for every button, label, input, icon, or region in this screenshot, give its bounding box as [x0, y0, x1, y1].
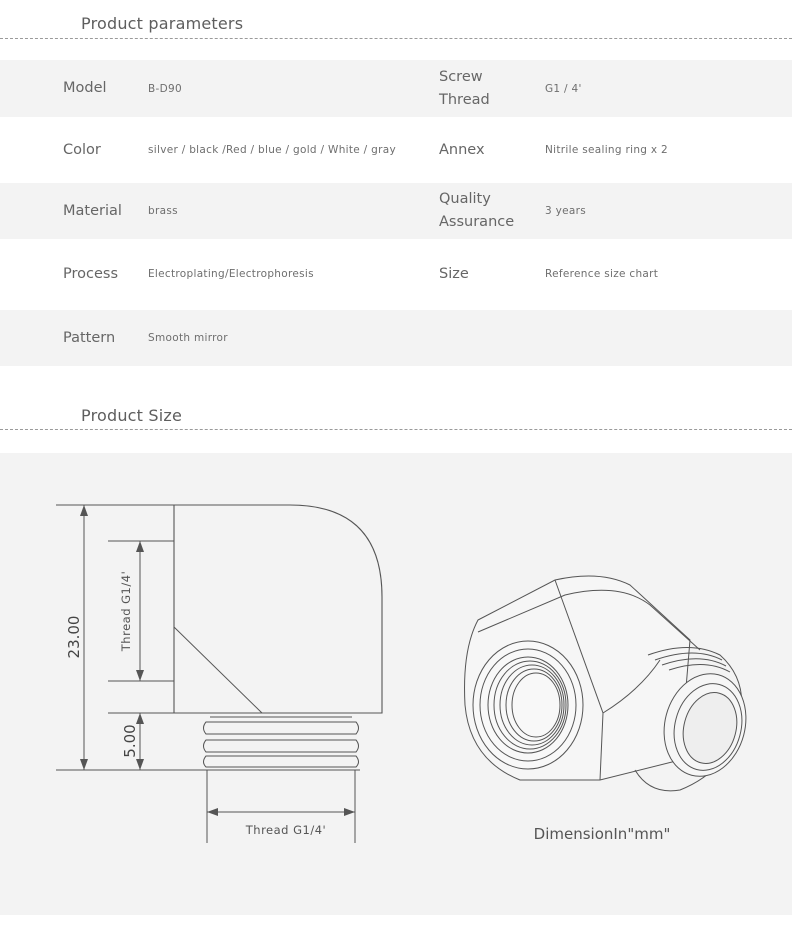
table-row: [0, 60, 792, 117]
param-label: Process: [63, 265, 119, 282]
param-label: Pattern: [63, 329, 116, 346]
param-value: brass: [148, 205, 178, 217]
parameters-divider: [0, 38, 792, 39]
size-panel: [0, 453, 792, 915]
param-value: silver / black /Red / blue / gold / White / gray: [148, 144, 396, 156]
parameters-title: Product parameters: [81, 14, 244, 33]
dim-thread-length-label: 5.00: [121, 724, 139, 758]
param-label: Model: [63, 80, 107, 96]
param-label: Quality Assurance: [439, 191, 515, 230]
thread-vertical-label: Thread G1/4': [119, 570, 133, 652]
param-value: Nitrile sealing ring x 2: [545, 144, 669, 156]
unit-caption: DimensionIn"mm": [533, 825, 671, 843]
param-value: 3 years: [545, 205, 587, 217]
table-row: [0, 117, 792, 183]
table-row: [0, 239, 792, 309]
param-value: Reference size chart: [545, 268, 659, 280]
dim-total-label: 23.00: [65, 615, 83, 659]
param-label: Material: [63, 202, 122, 219]
param-value: G1 / 4': [545, 82, 582, 95]
dimension-drawing: [0, 453, 792, 915]
param-value: Electroplating/Electrophoresis: [148, 268, 314, 280]
param-label: Annex: [439, 141, 485, 158]
fitting-illustration: [465, 576, 758, 791]
param-label: Size: [439, 265, 469, 282]
thread-horizontal-label: Thread G1/4': [245, 823, 327, 837]
table-row: [0, 183, 792, 239]
table-row: [0, 310, 792, 366]
param-value: B-D90: [148, 82, 182, 95]
param-label: Screw Thread: [439, 68, 490, 108]
param-label: Color: [63, 141, 101, 158]
size-divider: [0, 429, 792, 430]
param-value: Smooth mirror: [148, 332, 228, 344]
product-size-title: Product Size: [81, 406, 183, 425]
